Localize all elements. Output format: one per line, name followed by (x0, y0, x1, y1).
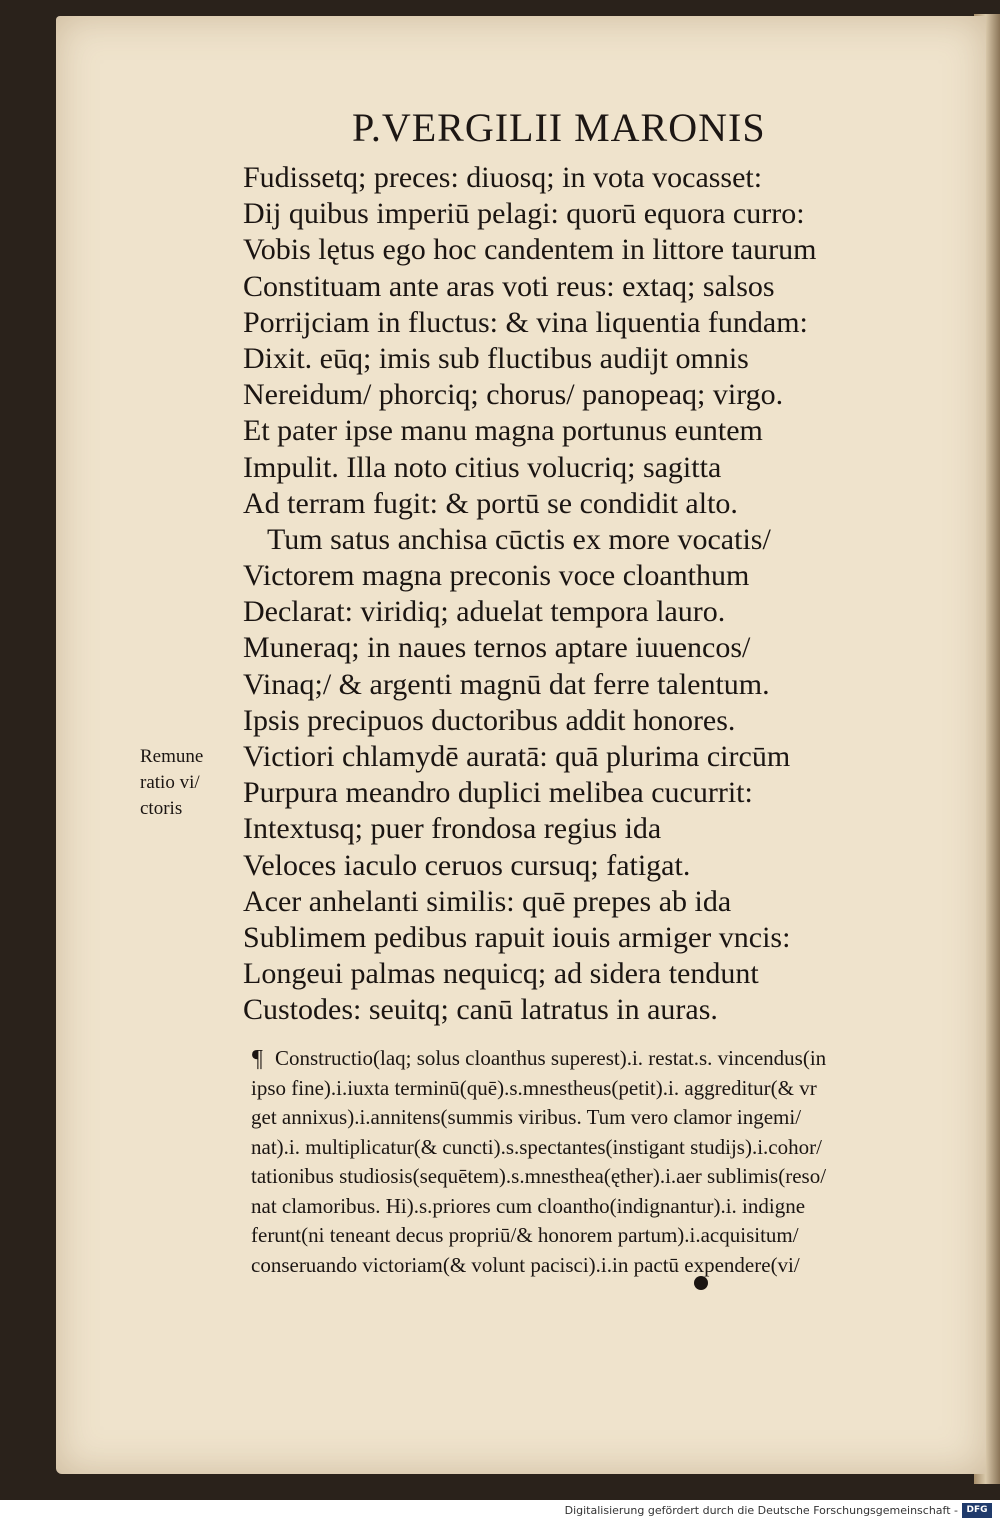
verse-line: Ad terram fugit: & portū se condidit alto. (243, 486, 738, 520)
margin-note-line: Remune (140, 746, 204, 767)
verse-line: Purpura meandro duplici melibea cucurrit: (243, 776, 753, 810)
commentary-line: nat).i. multiplicatur(& cuncti).s.spectantes(instigant studijs).i.cohor/ (251, 1134, 822, 1159)
commentary-line: get annixus).i.annitens(summis viribus. Tum vero clamor ingemi/ (251, 1105, 802, 1129)
verse-line: Vinaq;/ & argenti magnū dat ferre talentum. (243, 667, 770, 701)
verse-line: Impulit. Illa noto citius volucriq; sagitta (243, 450, 722, 484)
commentary-line: nat clamoribus. Hi).s.priores cum cloantho(indignantur).i. indigne (251, 1193, 806, 1218)
verse-line: Nereidum/ phorciq; chorus/ panopeaq; virgo. (243, 378, 784, 412)
commentary-line: conseruando victoriam(& volunt pacisci).i.in pactū expendere(vi/ (251, 1252, 800, 1277)
verse-line: Dixit. eūq; imis sub fluctibus audijt omnis (243, 341, 749, 375)
verse-block (243, 160, 913, 1029)
running-head: P.VERGILII MARONIS (352, 105, 766, 150)
verse-line: Muneraq; in naues ternos aptare iuuencos/ (243, 631, 751, 665)
commentary-block (251, 1044, 911, 1280)
verse-line: Custodes: seuitq; canū latratus in auras. (243, 993, 718, 1027)
verse-line: Et pater ipse manu magna portunus euntem (243, 414, 763, 448)
commentary-line: tationibus studiosis(sequētem).s.mnesthea(ęther).i.aer sublimis(reso/ (251, 1164, 827, 1188)
margin-note-line: ratio vi/ (140, 772, 200, 793)
verse-line: Ipsis precipuos ductoribus addit honores. (243, 703, 736, 737)
verse-line: Veloces iaculo ceruos cursuq; fatigat. (243, 848, 691, 882)
margin-note (140, 744, 240, 822)
verse-line: Longeui palmas nequicq; ad sidera tendunt (243, 957, 759, 991)
margin-note-line: ctoris (140, 798, 183, 819)
commentary-line: Constructio(laq; solus cloanthus superest).i. restat.s. vincendus(in (275, 1046, 827, 1070)
verse-line: Acer anhelanti similis: quē prepes ab ida (243, 884, 732, 918)
commentary-line: ipso fine).i.iuxta terminū(quē).s.mnestheus(petit).i. aggreditur(& vr (251, 1075, 817, 1100)
verse-line: Fudissetq; preces: diuosq; in vota vocasset: (243, 161, 763, 194)
verse-line: Tum satus anchisa cūctis ex more vocatis/ (267, 522, 771, 556)
verse-line: Constituam ante aras voti reus: extaq; salsos (243, 269, 775, 303)
verse-line: Sublimem pedibus rapuit iouis armiger vncis: (243, 920, 791, 954)
verse-line: Victiori chlamydē auratā: quā plurima circūm (243, 740, 791, 773)
ink-dot-ornament (694, 1276, 708, 1290)
verse-line: Dij quibus imperiū pelagi: quorū equora curro: (243, 197, 805, 231)
footer-bar (0, 1500, 1000, 1524)
footer-text: Digitalisierung gefördert durch die Deutsche Forschungsgemeinschaft - (564, 1504, 958, 1517)
pilcrow-icon: ¶ (252, 1046, 263, 1072)
verse-line: Declarat: viridiq; aduelat tempora lauro. (243, 595, 726, 629)
dfg-logo: DFG (962, 1503, 992, 1518)
commentary-line: ferunt(ni teneant decus propriū/& honorem partum).i.acquisitum/ (251, 1223, 799, 1247)
verse-line: Porrijciam in fluctus: & vina liquentia fundam: (243, 305, 808, 339)
verse-line: Victorem magna preconis voce cloanthum (243, 559, 750, 593)
verse-line: Vobis lętus ego hoc candentem in littore taurum (243, 233, 817, 267)
verse-line: Intextusq; puer frondosa regius ida (243, 812, 662, 846)
